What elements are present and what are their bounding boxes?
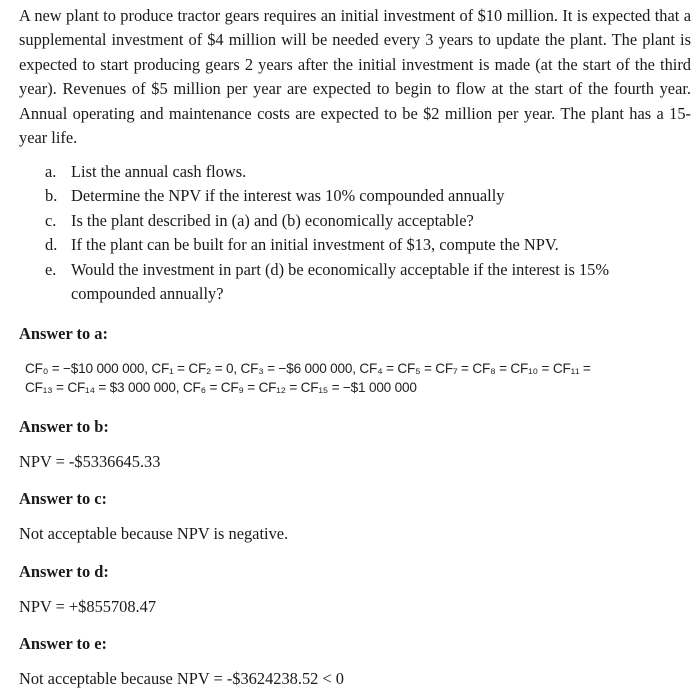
cash-flow-line-1: CF₀ = −$10 000 000, CF₁ = CF₂ = 0, CF₃ = −$6 000 000, CF₄ = CF₅ = CF₇ = CF₈ = CF₁₀ = CF₁₁ = [25,361,591,376]
question-part-a [45,160,693,184]
answer-c-heading: Answer to c: [19,489,108,508]
part-letter: e. [45,259,57,279]
cash-flow-line-2: CF₁₃ = CF₁₄ = $3 000 000, CF₆ = CF₉ = CF₁₂ = CF₁₅ = −$1 000 000 [25,380,417,395]
part-text: Is the plant described in (a) and (b) economically acceptable? [71,210,474,230]
part-letter: d. [45,235,58,255]
question-part-c [45,209,693,233]
answer-e-text: Not acceptable because NPV = -$3624238.52 < 0 [19,669,344,688]
answer-d-heading: Answer to d: [19,562,109,581]
part-letter: a. [45,162,57,181]
part-text: Determine the NPV if the interest was 10% compounded annually [71,186,505,206]
answer-d-text: NPV = +$855708.47 [19,597,157,616]
cash-flow-list [25,359,695,397]
question-part-e [45,258,693,307]
part-text: List the annual cash flows. [71,162,247,181]
part-letter: b. [45,186,58,206]
answer-a-heading: Answer to a: [19,324,108,343]
question-parts-list [45,160,693,306]
answer-b-heading: Answer to b: [19,417,109,436]
answer-c-text: Not acceptable because NPV is negative. [19,524,289,543]
question-part-d [45,233,693,257]
problem-statement: A new plant to produce tractor gears requires an initial investment of $10 million. It is expected that a supplemental investment of $4 million will be needed every 3 years to update the plant. The plant is expected to start producing gears 2 years after the initial investment is made (at the start of the third year). Revenues of $5 million per year are expected to begin to flow at the start of the fourth year. Annual operating and maintenance costs are expected to be $2 million per year. The plant has a 15-year life. [19,6,691,148]
question-part-b [45,184,693,208]
answer-b-text: NPV = -$5336645.33 [19,452,161,471]
part-text: Would the investment in part (d) be economically acceptable if the interest is 15% compounded annually? [71,259,610,304]
answer-e-heading: Answer to e: [19,634,108,653]
part-text: If the plant can be built for an initial investment of $13, compute the NPV. [71,235,559,255]
part-letter: c. [45,210,57,230]
